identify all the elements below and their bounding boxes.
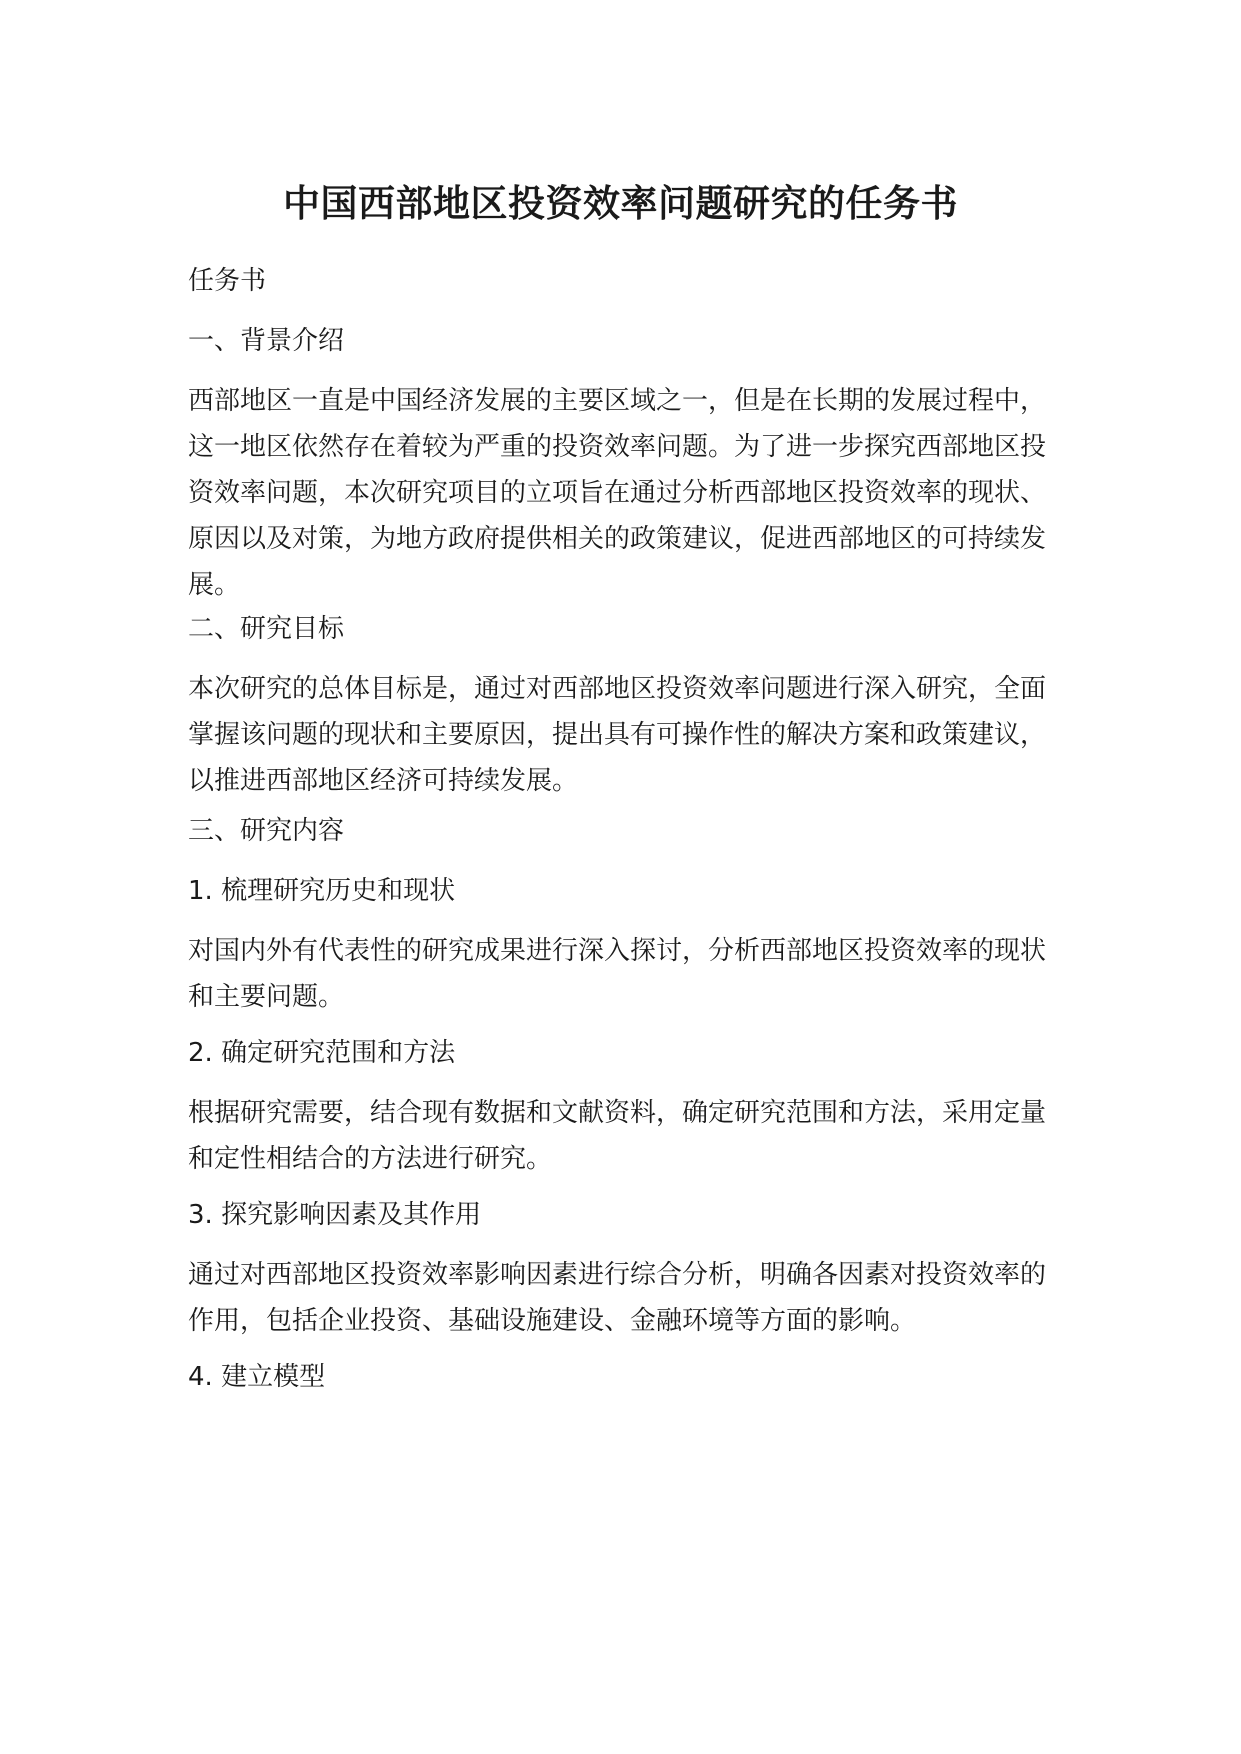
- subsection-heading-2: 2. 确定研究范围和方法: [188, 1038, 456, 1068]
- subsection-heading-3: 3. 探究影响因素及其作用: [188, 1200, 482, 1230]
- section-body-objectives: 本次研究的总体目标是，通过对西部地区投资效率问题进行深入研究，全面掌握该问题的现状和主要原因，提出具有可操作性的解决方案和政策建议，以推进西部地区经济可持续发展。: [188, 674, 1047, 796]
- document-label: 任务书: [188, 266, 267, 296]
- section-heading-objectives: 二、研究目标: [188, 614, 345, 644]
- subsection-heading-4: 4. 建立模型: [188, 1362, 326, 1392]
- section-heading-content: 三、研究内容: [188, 816, 345, 846]
- subsection-body-3: 通过对西部地区投资效率影响因素进行综合分析，明确各因素对投资效率的作用，包括企业投资、基础设施建设、金融环境等方面的影响。: [188, 1260, 1047, 1336]
- subsection-body-2: 根据研究需要，结合现有数据和文献资料，确定研究范围和方法，采用定量和定性相结合的方法进行研究。: [188, 1098, 1047, 1174]
- subsection-body-1: 对国内外有代表性的研究成果进行深入探讨，分析西部地区投资效率的现状和主要问题。: [188, 936, 1047, 1012]
- section-heading-background: 一、背景介绍: [188, 326, 345, 356]
- subsection-heading-1: 1. 梳理研究历史和现状: [188, 876, 456, 906]
- section-body-background: 西部地区一直是中国经济发展的主要区域之一，但是在长期的发展过程中，这一地区依然存在着较为严重的投资效率问题。为了进一步探究西部地区投资效率问题，本次研究项目的立项旨在通过分析西部地区投资效率的现状、原因以及对策，为地方政府提供相关的政策建议，促进西部地区的可持续发展。: [188, 386, 1047, 600]
- document-title: 中国西部地区投资效率问题研究的任务书: [283, 182, 958, 225]
